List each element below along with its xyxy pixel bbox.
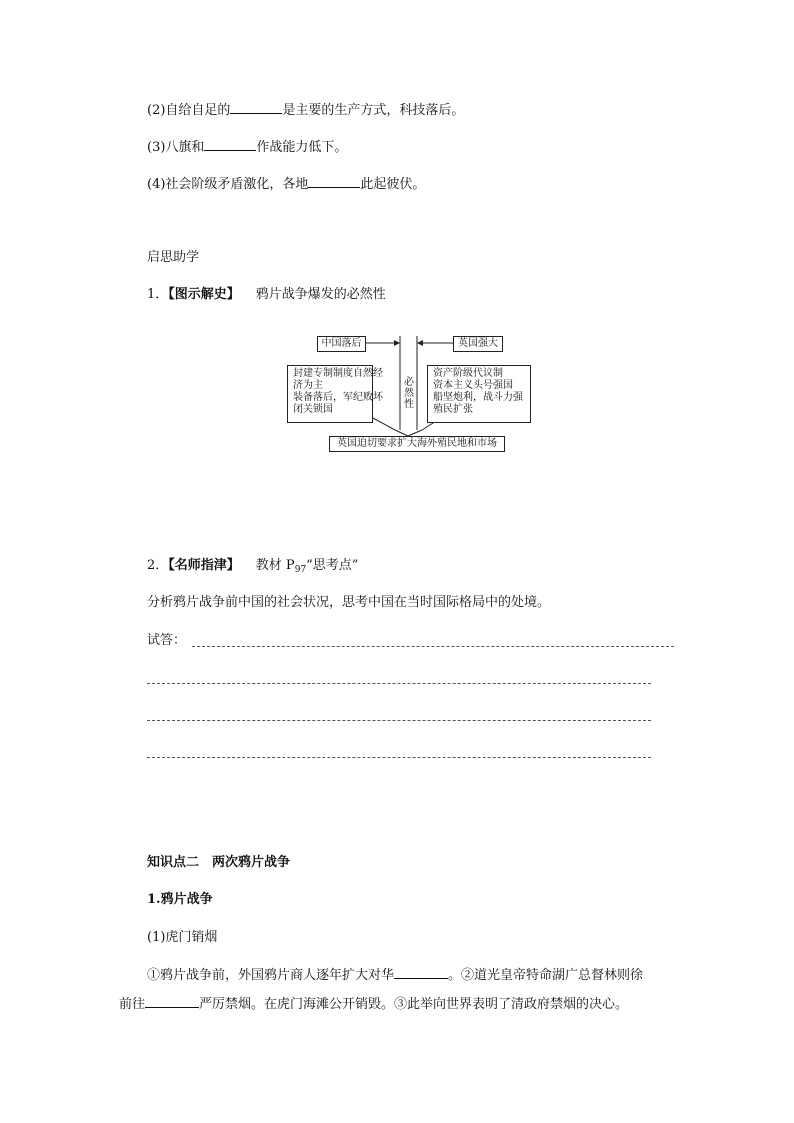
section-heading: 启思助学 [147, 250, 200, 265]
necessity-diagram [283, 330, 539, 456]
answer-blank[interactable] [308, 175, 360, 188]
right-list-item: 船坚炮利，战斗力强 [433, 392, 523, 403]
paragraph-text: 前往 [119, 997, 146, 1012]
item-2-heading [147, 558, 358, 578]
necessity-char: 然 [404, 388, 414, 399]
fill-item-text: (2)自给自足的 [147, 103, 231, 118]
item-tag: 【名师指津】 [168, 558, 240, 573]
item-number: 2． [147, 558, 169, 573]
left-list-box [287, 365, 383, 423]
item-text: 鸦片战争爆发的必然性 [255, 287, 386, 302]
item-text: “思考点” [306, 558, 359, 573]
fill-item-2 [147, 101, 464, 119]
paragraph-text: ①鸦片战争前，外国鸦片商人逐年扩大对华 [147, 968, 395, 983]
answer-line[interactable] [192, 646, 674, 647]
bottom-box: 英国迫切要求扩大海外殖民地和市场 [329, 436, 505, 452]
answer-blank[interactable] [230, 101, 282, 114]
left-list-item: 装备落后，军纪败坏 [293, 392, 383, 403]
sub-item: (1)虎门销烟 [147, 930, 218, 945]
fill-item-text: 是主要的生产方式，科技落后。 [282, 103, 465, 118]
right-list-item: 资本主义头号强国 [433, 380, 513, 391]
knowledge-title: 知识点二 两次鸦片战争 [147, 855, 291, 870]
item-number: 1． [147, 287, 169, 302]
page-subscript: 97 [294, 565, 307, 575]
left-title-box: 中国落后 [317, 336, 366, 352]
left-list-item: 闭关锁国 [293, 404, 333, 415]
item-1-heading [147, 287, 386, 303]
item-tag: 【图示解史】 [168, 287, 240, 302]
answer-line[interactable] [147, 757, 651, 758]
answer-blank[interactable] [145, 995, 199, 1008]
right-list-item: 资产阶级代议制 [433, 368, 503, 379]
fill-item-4 [147, 175, 425, 193]
paragraph-line-1 [147, 966, 643, 984]
paragraph-text: 。②道光皇帝特命湖广总督林则徐 [448, 968, 644, 983]
answer-blank[interactable] [394, 966, 448, 979]
answer-label: 试答： [147, 633, 187, 648]
right-list-item: 殖民扩张 [433, 404, 473, 415]
necessity-char: 性 [404, 399, 414, 410]
answer-line[interactable] [147, 720, 651, 721]
fill-item-text: (4)社会阶级矛盾激化，各地 [147, 177, 309, 192]
paragraph-text: 严厉禁烟。在虎门海滩公开销毁。③此举向世界表明了清政府禁烟的决心。 [199, 997, 629, 1012]
sub-title: 1.鸦片战争 [147, 892, 213, 907]
left-list-item: 济为主 [293, 380, 323, 391]
right-list-box [427, 365, 531, 423]
fill-item-3 [147, 138, 347, 156]
fill-item-text: 此起彼伏。 [360, 177, 426, 192]
fill-item-text: 作战能力低下。 [256, 140, 348, 155]
fill-item-text: (3)八旗和 [147, 140, 205, 155]
question-text: 分析鸦片战争前中国的社会状况，思考中国在当时国际格局中的处境。 [147, 595, 551, 610]
necessity-char: 必 [404, 377, 414, 388]
answer-blank[interactable] [204, 138, 256, 151]
necessity-label [403, 377, 415, 410]
right-title-box: 英国强大 [453, 336, 503, 352]
paragraph-line-2 [119, 995, 628, 1013]
answer-line[interactable] [147, 683, 651, 684]
item-text: 教材 P [255, 558, 295, 573]
left-list-item: 封建专制制度自然经 [293, 368, 383, 379]
